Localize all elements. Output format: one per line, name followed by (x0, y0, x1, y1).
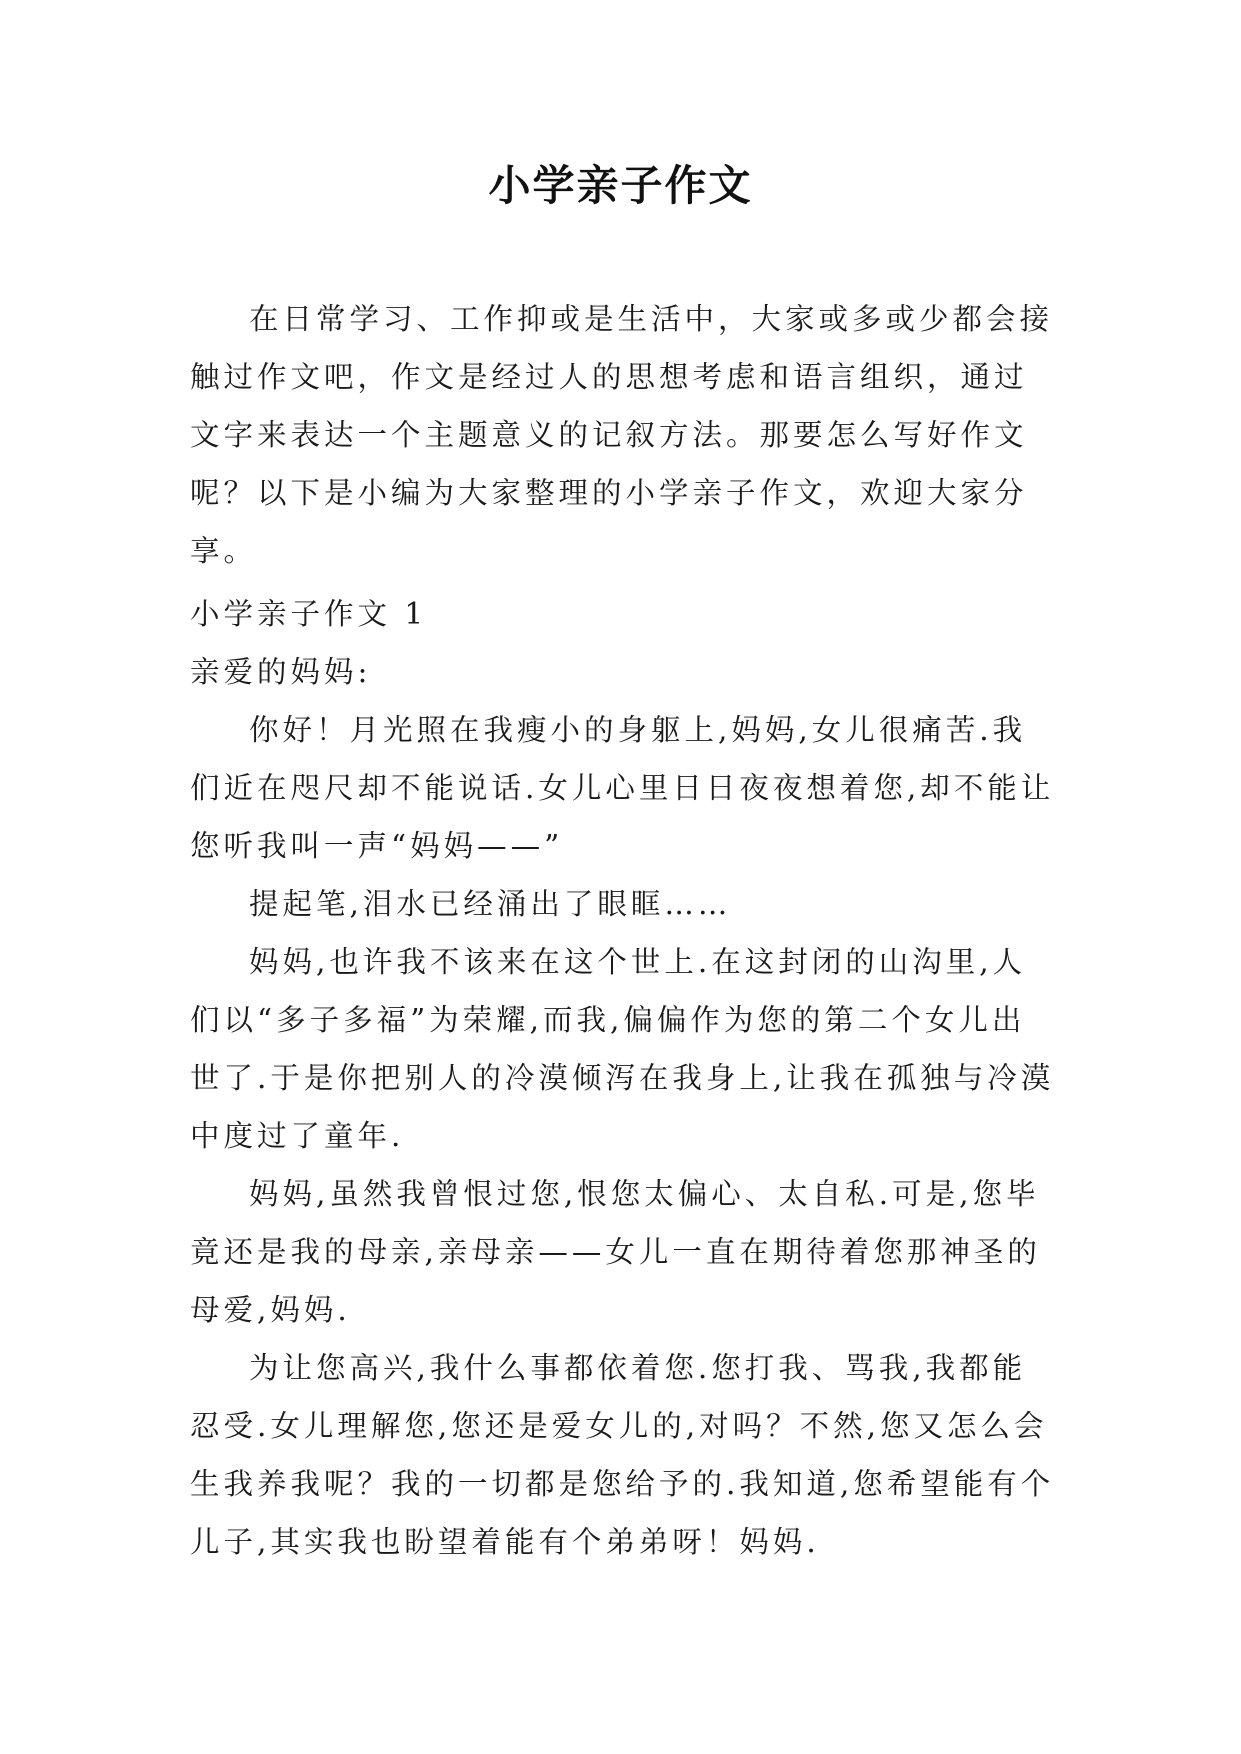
intro-section (190, 290, 1056, 580)
essay-paragraph: 为让您高兴,我什么事都依着您.您打我、骂我,我都能忍受.女儿理解您,您还是爱女儿的,对吗？不然,您又怎么会生我养我呢？我的一切都是您给予的.我知道,您希望能有个儿子,其实我也盼望着能有个弟弟呀！妈妈. (190, 1351, 1055, 1559)
essay-paragraph: 妈妈,也许我不该来在这个世上.在这封闭的山沟里,人们以“多子多福”为荣耀,而我,偏偏作为您的第二个女儿出世了.于是你把别人的冷漠倾泻在我身上,让我在孤独与冷漠中度过了童年. (190, 945, 1055, 1153)
essay-paragraph: 提起笔,泪水已经涌出了眼眶…… (249, 887, 732, 921)
essay-paragraph: 你好！月光照在我瘦小的身躯上,妈妈,女儿很痛苦.我们近在咫尺却不能说话.女儿心里日日夜夜想着您,却不能让您听我叫一声“妈妈——” (190, 713, 1055, 863)
essay-heading: 小学亲子作文 1 (190, 597, 428, 631)
intro-paragraph: 在日常学习、工作抑或是生活中，大家或多或少都会接触过作文吧，作文是经过人的思想考虑和语言组织，通过文字来表达一个主题意义的记叙方法。那要怎么写好作文呢？以下是小编为大家整理的小学亲子作文，欢迎大家分享。 (190, 302, 1054, 568)
essay-section (190, 585, 1056, 1571)
document-title: 小学亲子作文 (488, 161, 753, 210)
essay-salutation: 亲爱的妈妈: (190, 655, 372, 689)
essay-paragraph: 妈妈,虽然我曾恨过您,恨您太偏心、太自私.可是,您毕竟还是我的母亲,亲母亲——女儿一直在期待着您那神圣的母爱,妈妈. (190, 1177, 1041, 1327)
